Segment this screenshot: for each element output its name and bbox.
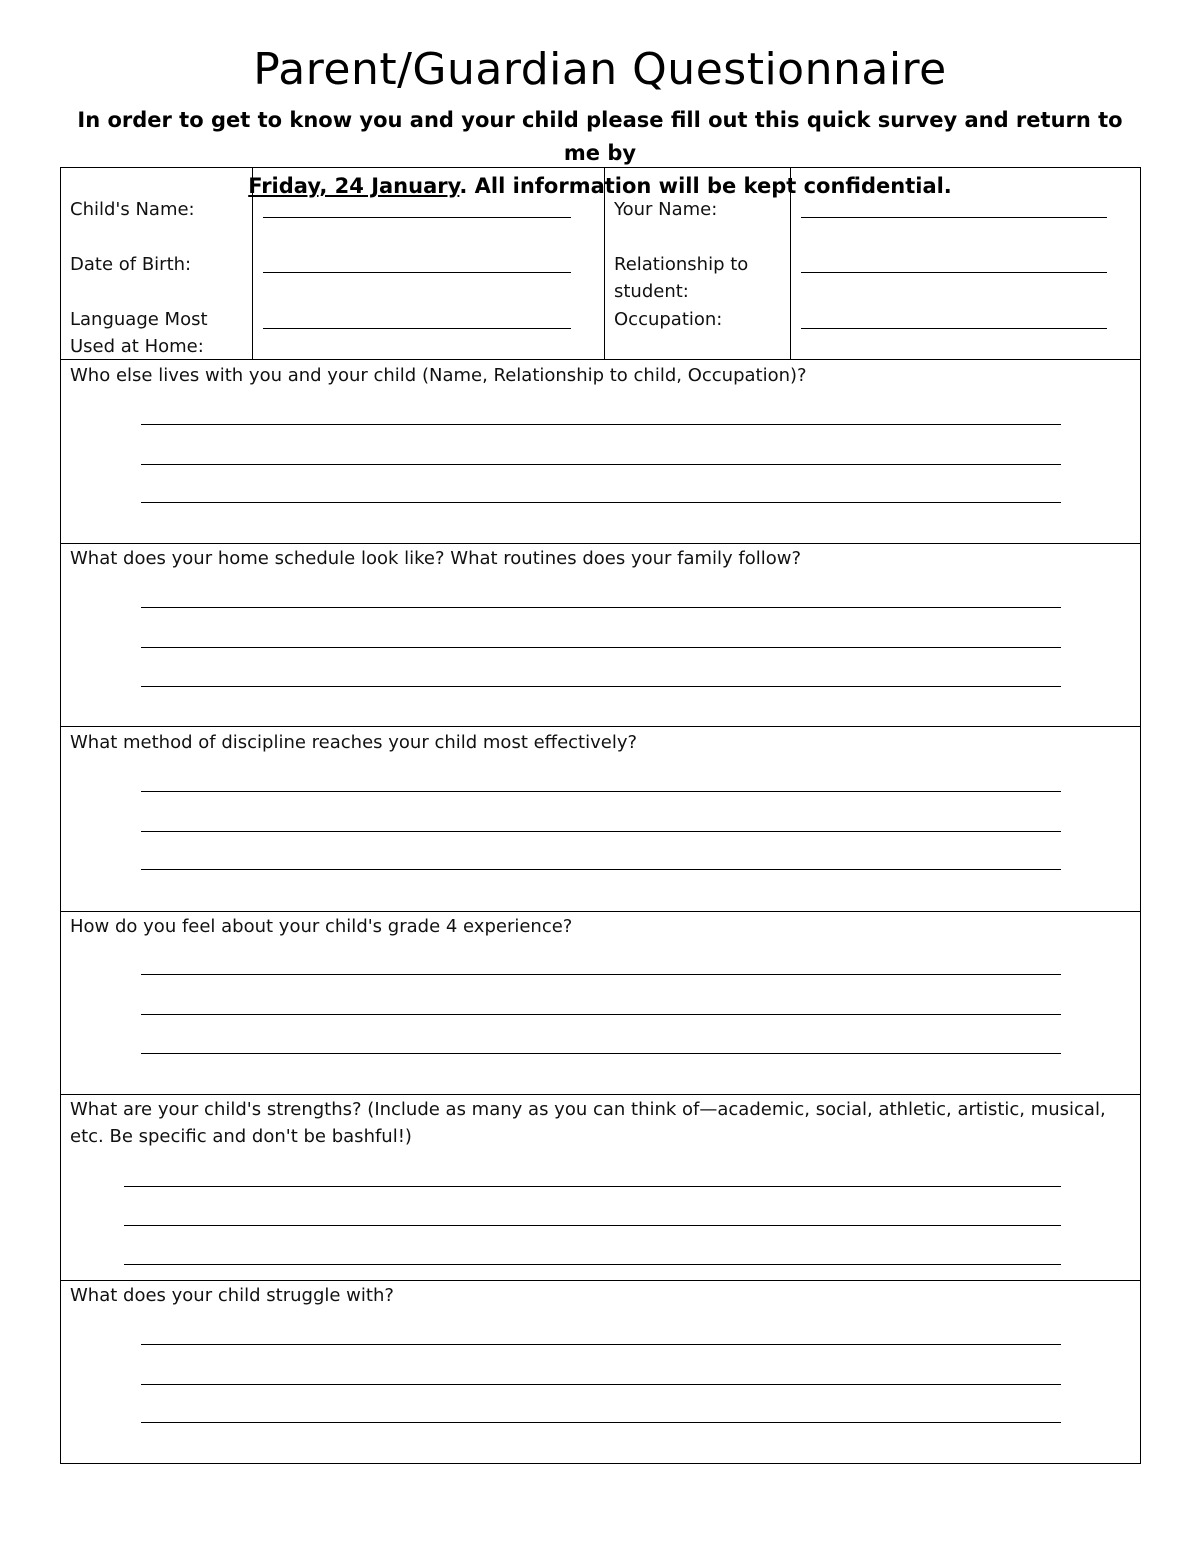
divider <box>252 168 253 359</box>
answer-line[interactable] <box>141 464 1061 465</box>
child-name-field[interactable] <box>263 217 571 218</box>
question-struggles: What does your child struggle with? <box>70 1285 394 1306</box>
question-home-schedule: What does your home schedule look like? What routines does your family follow? <box>70 548 802 569</box>
section-divider <box>61 1280 1140 1281</box>
answer-line[interactable] <box>141 686 1061 687</box>
answer-line[interactable] <box>141 1422 1061 1423</box>
your-name-label: Your Name: <box>614 199 718 220</box>
occupation-field[interactable] <box>801 328 1107 329</box>
answer-line[interactable] <box>141 869 1061 870</box>
dob-label: Date of Birth: <box>70 254 192 275</box>
answer-line[interactable] <box>124 1225 1061 1226</box>
relationship-label: Relationship to student: <box>614 254 749 302</box>
questionnaire-form <box>60 167 1141 1464</box>
question-grade-experience: How do you feel about your child's grade 4 experience? <box>70 916 573 937</box>
divider <box>604 168 605 359</box>
relationship-field[interactable] <box>801 272 1107 273</box>
section-divider <box>61 911 1140 912</box>
intro-part2: . All information will be kept confidential. <box>459 174 952 198</box>
answer-line[interactable] <box>141 1344 1061 1345</box>
answer-line[interactable] <box>124 1264 1061 1265</box>
language-field[interactable] <box>263 328 571 329</box>
answer-line[interactable] <box>141 1384 1061 1385</box>
answer-line[interactable] <box>141 607 1061 608</box>
answer-line[interactable] <box>141 1053 1061 1054</box>
answer-line[interactable] <box>141 647 1061 648</box>
page-title: Parent/Guardian Questionnaire <box>253 44 947 95</box>
answer-line[interactable] <box>141 974 1061 975</box>
occupation-label: Occupation: <box>614 309 723 330</box>
answer-line[interactable] <box>124 1186 1061 1187</box>
section-divider <box>61 543 1140 544</box>
question-discipline: What method of discipline reaches your child most effectively? <box>70 732 638 753</box>
answer-line[interactable] <box>141 1014 1061 1015</box>
section-divider <box>61 726 1140 727</box>
section-divider <box>61 1094 1140 1095</box>
child-name-label: Child's Name: <box>70 199 195 220</box>
language-label: Language Most Used at Home: <box>70 309 208 357</box>
dob-field[interactable] <box>263 272 571 273</box>
intro-part1: In order to get to know you and your child please fill out this quick survey and return to me by <box>77 108 1123 165</box>
question-household: Who else lives with you and your child (Name, Relationship to child, Occupation)? <box>70 365 807 386</box>
divider <box>790 168 791 359</box>
your-name-field[interactable] <box>801 217 1107 218</box>
section-divider <box>61 359 1140 360</box>
answer-line[interactable] <box>141 502 1061 503</box>
answer-line[interactable] <box>141 831 1061 832</box>
answer-line[interactable] <box>141 424 1061 425</box>
question-strengths: What are your child's strengths? (Include as many as you can think of—academic, social, athletic, artistic, musical, etc. Be specific and don't be bashful!) <box>70 1099 1106 1147</box>
deadline-date: Friday, 24 January <box>248 174 460 198</box>
answer-line[interactable] <box>141 791 1061 792</box>
